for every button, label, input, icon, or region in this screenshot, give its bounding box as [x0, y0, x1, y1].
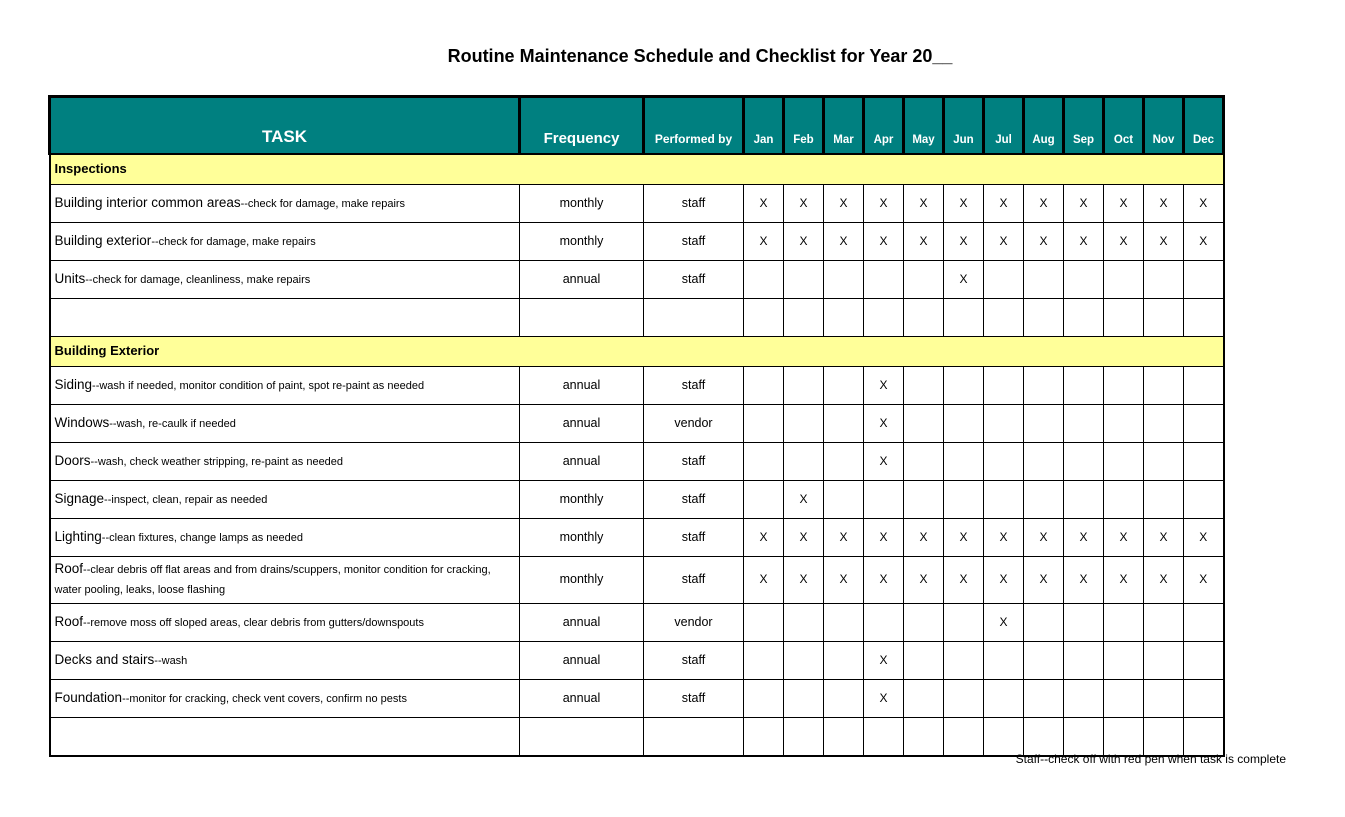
month-mark-cell	[864, 299, 904, 337]
header-row	[50, 97, 1224, 155]
month-mark-cell: X	[984, 604, 1024, 642]
month-mark-cell	[784, 261, 824, 299]
column-header-frequency: Frequency	[520, 97, 644, 155]
frequency-cell: annual	[520, 680, 644, 718]
task-name: Foundation	[54, 689, 123, 705]
month-mark-cell	[904, 642, 944, 680]
section-header-row	[50, 154, 1224, 185]
month-mark-cell	[1064, 367, 1104, 405]
month-mark-cell	[1144, 718, 1184, 757]
month-mark-cell	[1024, 299, 1064, 337]
month-mark-cell	[1024, 261, 1064, 299]
month-mark-cell	[1144, 405, 1184, 443]
month-mark-cell	[1104, 718, 1144, 757]
task-cell	[50, 443, 520, 481]
month-mark-cell: X	[1144, 223, 1184, 261]
task-cell	[50, 642, 520, 680]
month-mark-cell: X	[784, 481, 824, 519]
month-mark-cell	[744, 367, 784, 405]
month-mark-cell	[1064, 718, 1104, 757]
month-mark-cell	[744, 481, 784, 519]
month-mark-cell	[944, 405, 984, 443]
task-detail: --wash if needed, monitor condition of paint, spot re-paint as needed	[92, 379, 425, 392]
month-mark-cell	[1064, 642, 1104, 680]
column-header-month-may: May	[904, 97, 944, 155]
performed-by-cell: staff	[644, 261, 744, 299]
month-mark-cell	[1104, 299, 1144, 337]
month-mark-cell	[984, 642, 1024, 680]
task-detail: --remove moss off sloped areas, clear debris from gutters/downspouts	[83, 616, 424, 629]
month-mark-cell	[944, 718, 984, 757]
performed-by-cell	[644, 718, 744, 757]
month-mark-cell	[1184, 604, 1224, 642]
month-mark-cell: X	[864, 642, 904, 680]
column-header-month-nov: Nov	[1144, 97, 1184, 155]
task-name: Decks and stairs	[54, 651, 155, 667]
month-mark-cell: X	[944, 519, 984, 557]
month-mark-cell: X	[984, 223, 1024, 261]
performed-by-cell: staff	[644, 481, 744, 519]
task-cell	[50, 185, 520, 223]
month-mark-cell	[944, 299, 984, 337]
task-detail: --wash, re-caulk if needed	[109, 417, 236, 430]
month-mark-cell: X	[864, 557, 904, 604]
month-mark-cell: X	[1104, 519, 1144, 557]
month-mark-cell	[944, 367, 984, 405]
task-row	[50, 604, 1224, 642]
performed-by-cell: staff	[644, 680, 744, 718]
task-name: Windows	[54, 414, 110, 430]
month-mark-cell	[984, 680, 1024, 718]
month-mark-cell: X	[1104, 557, 1144, 604]
month-mark-cell	[1104, 642, 1144, 680]
column-header-month-jun: Jun	[944, 97, 984, 155]
month-mark-cell	[1024, 443, 1064, 481]
month-mark-cell	[944, 604, 984, 642]
month-mark-cell	[984, 299, 1024, 337]
task-row	[50, 443, 1224, 481]
month-mark-cell: X	[1064, 223, 1104, 261]
task-row	[50, 299, 1224, 337]
month-mark-cell: X	[824, 223, 864, 261]
month-mark-cell	[1184, 405, 1224, 443]
column-header-month-dec: Dec	[1184, 97, 1224, 155]
task-detail: --clear debris off flat areas and from drains/scuppers, monitor condition for cracking, water pooling, leaks, loose flashing	[54, 564, 491, 596]
section-label: Inspections	[50, 154, 1224, 185]
month-mark-cell	[1104, 680, 1144, 718]
month-mark-cell	[824, 680, 864, 718]
month-mark-cell: X	[864, 443, 904, 481]
performed-by-cell: staff	[644, 557, 744, 604]
task-row	[50, 185, 1224, 223]
task-row	[50, 367, 1224, 405]
performed-by-cell: staff	[644, 642, 744, 680]
month-mark-cell: X	[1104, 185, 1144, 223]
month-mark-cell	[1144, 680, 1184, 718]
month-mark-cell	[1144, 367, 1184, 405]
month-mark-cell	[984, 367, 1024, 405]
performed-by-cell: vendor	[644, 604, 744, 642]
column-header-task: TASK	[50, 97, 520, 155]
month-mark-cell	[1064, 261, 1104, 299]
month-mark-cell	[864, 718, 904, 757]
month-mark-cell	[1104, 405, 1144, 443]
month-mark-cell: X	[824, 185, 864, 223]
month-mark-cell	[1024, 718, 1064, 757]
task-cell	[50, 299, 520, 337]
month-mark-cell	[1184, 443, 1224, 481]
month-mark-cell	[744, 604, 784, 642]
column-header-month-oct: Oct	[1104, 97, 1144, 155]
month-mark-cell: X	[944, 261, 984, 299]
month-mark-cell	[1104, 367, 1144, 405]
task-cell	[50, 519, 520, 557]
month-mark-cell	[744, 405, 784, 443]
month-mark-cell	[784, 642, 824, 680]
month-mark-cell	[1144, 261, 1184, 299]
performed-by-cell: staff	[644, 519, 744, 557]
month-mark-cell: X	[1064, 519, 1104, 557]
month-mark-cell	[864, 604, 904, 642]
month-mark-cell: X	[1064, 185, 1104, 223]
frequency-cell: monthly	[520, 223, 644, 261]
task-row	[50, 481, 1224, 519]
column-header-month-apr: Apr	[864, 97, 904, 155]
month-mark-cell	[1144, 443, 1184, 481]
task-detail: --clean fixtures, change lamps as needed	[101, 531, 303, 544]
task-name: Doors	[54, 452, 91, 468]
month-mark-cell	[744, 642, 784, 680]
page-title: Routine Maintenance Schedule and Checklist for Year 20__	[447, 46, 953, 66]
month-mark-cell	[784, 680, 824, 718]
month-mark-cell	[1064, 481, 1104, 519]
month-mark-cell	[824, 261, 864, 299]
column-header-month-mar: Mar	[824, 97, 864, 155]
month-mark-cell	[1104, 261, 1144, 299]
month-mark-cell	[904, 367, 944, 405]
task-name: Building interior common areas	[54, 194, 241, 210]
month-mark-cell: X	[744, 223, 784, 261]
month-mark-cell	[904, 481, 944, 519]
maintenance-schedule-table	[48, 95, 1225, 757]
task-name: Units	[54, 270, 86, 286]
month-mark-cell	[904, 443, 944, 481]
month-mark-cell	[1064, 405, 1104, 443]
month-mark-cell	[1064, 680, 1104, 718]
month-mark-cell	[904, 299, 944, 337]
column-header-month-aug: Aug	[1024, 97, 1064, 155]
month-mark-cell	[784, 367, 824, 405]
month-mark-cell: X	[1184, 185, 1224, 223]
task-detail: --wash	[154, 654, 188, 667]
month-mark-cell: X	[944, 223, 984, 261]
frequency-cell: annual	[520, 405, 644, 443]
task-name: Roof	[54, 561, 84, 576]
month-mark-cell: X	[1144, 185, 1184, 223]
month-mark-cell	[944, 680, 984, 718]
month-mark-cell: X	[784, 223, 824, 261]
month-mark-cell	[824, 718, 864, 757]
month-mark-cell: X	[864, 185, 904, 223]
month-mark-cell: X	[1144, 557, 1184, 604]
month-mark-cell: X	[1184, 223, 1224, 261]
month-mark-cell: X	[1144, 519, 1184, 557]
month-mark-cell	[1184, 680, 1224, 718]
month-mark-cell	[1024, 481, 1064, 519]
column-header-month-feb: Feb	[784, 97, 824, 155]
month-mark-cell	[744, 680, 784, 718]
month-mark-cell	[1184, 481, 1224, 519]
month-mark-cell: X	[744, 185, 784, 223]
month-mark-cell: X	[784, 557, 824, 604]
section-header-row	[50, 337, 1224, 367]
month-mark-cell	[744, 718, 784, 757]
month-mark-cell: X	[744, 557, 784, 604]
month-mark-cell: X	[824, 557, 864, 604]
month-mark-cell: X	[1184, 519, 1224, 557]
month-mark-cell: X	[784, 185, 824, 223]
task-detail: --check for damage, make repairs	[240, 197, 406, 210]
task-row	[50, 680, 1224, 718]
month-mark-cell	[784, 299, 824, 337]
performed-by-cell: staff	[644, 367, 744, 405]
month-mark-cell	[944, 642, 984, 680]
frequency-cell: monthly	[520, 519, 644, 557]
frequency-cell: annual	[520, 604, 644, 642]
month-mark-cell	[904, 405, 944, 443]
month-mark-cell	[1024, 604, 1064, 642]
month-mark-cell	[1104, 443, 1144, 481]
month-mark-cell	[1024, 405, 1064, 443]
frequency-cell: monthly	[520, 185, 644, 223]
month-mark-cell	[904, 261, 944, 299]
task-row	[50, 261, 1224, 299]
task-row	[50, 519, 1224, 557]
month-mark-cell: X	[864, 367, 904, 405]
month-mark-cell	[784, 405, 824, 443]
month-mark-cell	[1144, 481, 1184, 519]
month-mark-cell: X	[904, 185, 944, 223]
month-mark-cell: X	[944, 185, 984, 223]
month-mark-cell	[784, 443, 824, 481]
month-mark-cell: X	[1064, 557, 1104, 604]
month-mark-cell: X	[864, 223, 904, 261]
month-mark-cell	[1064, 299, 1104, 337]
month-mark-cell: X	[904, 519, 944, 557]
month-mark-cell	[824, 481, 864, 519]
month-mark-cell: X	[944, 557, 984, 604]
month-mark-cell	[824, 405, 864, 443]
month-mark-cell	[1024, 680, 1064, 718]
performed-by-cell: staff	[644, 223, 744, 261]
task-row	[50, 223, 1224, 261]
task-cell	[50, 680, 520, 718]
month-mark-cell: X	[1024, 557, 1064, 604]
month-mark-cell	[864, 261, 904, 299]
task-cell	[50, 367, 520, 405]
month-mark-cell: X	[984, 557, 1024, 604]
task-name: Signage	[54, 490, 105, 506]
month-mark-cell	[984, 405, 1024, 443]
task-detail: --wash, check weather stripping, re-paint as needed	[90, 455, 344, 468]
frequency-cell	[520, 718, 644, 757]
task-detail: --monitor for cracking, check vent covers, confirm no pests	[122, 692, 407, 705]
task-detail: --inspect, clean, repair as needed	[104, 493, 268, 506]
performed-by-cell: staff	[644, 185, 744, 223]
month-mark-cell	[984, 261, 1024, 299]
month-mark-cell	[784, 718, 824, 757]
month-mark-cell: X	[824, 519, 864, 557]
month-mark-cell	[824, 443, 864, 481]
month-mark-cell	[744, 299, 784, 337]
month-mark-cell	[824, 604, 864, 642]
month-mark-cell	[1104, 481, 1144, 519]
month-mark-cell	[1024, 367, 1064, 405]
month-mark-cell	[864, 481, 904, 519]
month-mark-cell: X	[864, 680, 904, 718]
month-mark-cell	[1184, 261, 1224, 299]
month-mark-cell	[944, 443, 984, 481]
frequency-cell: monthly	[520, 481, 644, 519]
task-cell	[50, 718, 520, 757]
frequency-cell: annual	[520, 367, 644, 405]
month-mark-cell: X	[1024, 519, 1064, 557]
month-mark-cell	[904, 604, 944, 642]
task-name: Building exterior	[54, 232, 152, 248]
task-name: Lighting	[54, 528, 102, 544]
column-header-performed-by: Performed by	[644, 97, 744, 155]
month-mark-cell: X	[784, 519, 824, 557]
task-detail: --check for damage, make repairs	[151, 235, 316, 248]
section-label: Building Exterior	[50, 337, 1224, 367]
task-cell	[50, 481, 520, 519]
month-mark-cell	[1024, 642, 1064, 680]
month-mark-cell	[824, 367, 864, 405]
month-mark-cell: X	[864, 405, 904, 443]
performed-by-cell: staff	[644, 443, 744, 481]
month-mark-cell: X	[1104, 223, 1144, 261]
task-row	[50, 642, 1224, 680]
month-mark-cell	[1184, 642, 1224, 680]
task-row	[50, 718, 1224, 757]
month-mark-cell: X	[984, 519, 1024, 557]
month-mark-cell	[824, 299, 864, 337]
month-mark-cell	[824, 642, 864, 680]
performed-by-cell	[644, 299, 744, 337]
frequency-cell: annual	[520, 261, 644, 299]
month-mark-cell	[944, 481, 984, 519]
month-mark-cell	[1064, 443, 1104, 481]
month-mark-cell	[784, 604, 824, 642]
performed-by-cell: vendor	[644, 405, 744, 443]
month-mark-cell: X	[744, 519, 784, 557]
task-cell	[50, 223, 520, 261]
task-row	[50, 557, 1224, 604]
month-mark-cell	[984, 443, 1024, 481]
month-mark-cell	[1144, 299, 1184, 337]
frequency-cell	[520, 299, 644, 337]
month-mark-cell	[984, 718, 1024, 757]
month-mark-cell	[1064, 604, 1104, 642]
task-row	[50, 405, 1224, 443]
month-mark-cell: X	[864, 519, 904, 557]
month-mark-cell	[1104, 604, 1144, 642]
frequency-cell: monthly	[520, 557, 644, 604]
task-cell	[50, 261, 520, 299]
month-mark-cell	[744, 261, 784, 299]
task-cell	[50, 405, 520, 443]
month-mark-cell	[1184, 367, 1224, 405]
month-mark-cell	[744, 443, 784, 481]
month-mark-cell: X	[904, 223, 944, 261]
month-mark-cell: X	[1024, 223, 1064, 261]
month-mark-cell	[1184, 299, 1224, 337]
month-mark-cell	[1184, 718, 1224, 757]
month-mark-cell	[984, 481, 1024, 519]
month-mark-cell	[904, 718, 944, 757]
column-header-month-jan: Jan	[744, 97, 784, 155]
task-cell	[50, 557, 520, 604]
task-name: Roof	[54, 613, 84, 629]
task-name: Siding	[54, 376, 93, 392]
month-mark-cell	[1144, 604, 1184, 642]
schedule-body	[50, 154, 1224, 756]
month-mark-cell	[904, 680, 944, 718]
month-mark-cell: X	[1184, 557, 1224, 604]
footer-note: Staff--check off with red pen when task is complete	[1015, 752, 1286, 766]
column-header-month-sep: Sep	[1064, 97, 1104, 155]
month-mark-cell	[1144, 642, 1184, 680]
month-mark-cell: X	[1024, 185, 1064, 223]
column-header-month-jul: Jul	[984, 97, 1024, 155]
task-cell	[50, 604, 520, 642]
frequency-cell: annual	[520, 642, 644, 680]
task-detail: --check for damage, cleanliness, make repairs	[85, 273, 311, 286]
frequency-cell: annual	[520, 443, 644, 481]
month-mark-cell: X	[904, 557, 944, 604]
month-mark-cell: X	[984, 185, 1024, 223]
